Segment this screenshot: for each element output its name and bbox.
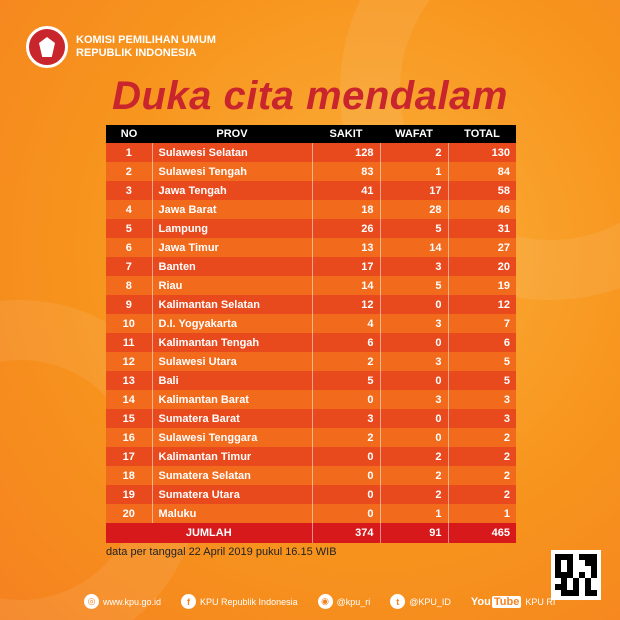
row-total: 19 — [448, 276, 516, 295]
row-prov: Sumatera Utara — [152, 485, 312, 504]
header-wafat: WAFAT — [380, 125, 448, 143]
row-sakit: 0 — [312, 466, 380, 485]
footer-instagram[interactable] — [318, 594, 371, 609]
row-wafat: 3 — [380, 314, 448, 333]
row-no: 16 — [106, 428, 152, 447]
qr-code — [551, 550, 601, 600]
row-wafat: 3 — [380, 390, 448, 409]
footer-facebook[interactable] — [181, 594, 298, 609]
row-sakit: 4 — [312, 314, 380, 333]
table-row — [106, 428, 516, 447]
row-no: 6 — [106, 238, 152, 257]
row-sakit: 0 — [312, 390, 380, 409]
row-no: 13 — [106, 371, 152, 390]
row-prov: D.I. Yogyakarta — [152, 314, 312, 333]
youtube-icon — [471, 596, 521, 608]
row-no: 9 — [106, 295, 152, 314]
row-total: 5 — [448, 352, 516, 371]
row-sakit: 3 — [312, 409, 380, 428]
row-prov: Jawa Barat — [152, 200, 312, 219]
row-prov: Sulawesi Tengah — [152, 162, 312, 181]
row-wafat: 2 — [380, 143, 448, 162]
row-total: 3 — [448, 409, 516, 428]
table-row — [106, 466, 516, 485]
footer-twitter-text: @KPU_ID — [409, 596, 451, 607]
table-row — [106, 504, 516, 523]
row-no: 4 — [106, 200, 152, 219]
row-total: 12 — [448, 295, 516, 314]
row-prov: Kalimantan Selatan — [152, 295, 312, 314]
instagram-icon: ◉ — [318, 594, 333, 609]
row-total: 2 — [448, 447, 516, 466]
table-row — [106, 295, 516, 314]
globe-icon: ◎ — [84, 594, 99, 609]
row-sakit: 5 — [312, 371, 380, 390]
row-sakit: 18 — [312, 200, 380, 219]
row-no: 3 — [106, 181, 152, 200]
table-row — [106, 390, 516, 409]
row-prov: Sumatera Barat — [152, 409, 312, 428]
row-no: 17 — [106, 447, 152, 466]
row-no: 19 — [106, 485, 152, 504]
table-total-row — [106, 523, 516, 543]
row-total: 130 — [448, 143, 516, 162]
row-no: 1 — [106, 143, 152, 162]
row-sakit: 12 — [312, 295, 380, 314]
row-no: 18 — [106, 466, 152, 485]
row-total: 6 — [448, 333, 516, 352]
row-wafat: 2 — [380, 466, 448, 485]
table-header-row — [106, 125, 516, 143]
row-wafat: 2 — [380, 447, 448, 466]
row-total: 7 — [448, 314, 516, 333]
row-prov: Sulawesi Tenggara — [152, 428, 312, 447]
row-no: 11 — [106, 333, 152, 352]
row-prov: Sulawesi Utara — [152, 352, 312, 371]
total-wafat: 91 — [380, 523, 448, 543]
row-sakit: 26 — [312, 219, 380, 238]
qr-module — [591, 590, 597, 596]
twitter-icon: t — [390, 594, 405, 609]
table-row — [106, 485, 516, 504]
youtube-tube: Tube — [493, 595, 520, 608]
row-prov: Jawa Tengah — [152, 181, 312, 200]
table-row — [106, 162, 516, 181]
row-total: 46 — [448, 200, 516, 219]
row-wafat: 5 — [380, 219, 448, 238]
table-row — [106, 447, 516, 466]
row-sakit: 0 — [312, 504, 380, 523]
row-no: 7 — [106, 257, 152, 276]
footer — [84, 594, 569, 609]
header-no: NO — [106, 125, 152, 143]
row-prov: Kalimantan Barat — [152, 390, 312, 409]
row-wafat: 3 — [380, 257, 448, 276]
row-sakit: 13 — [312, 238, 380, 257]
row-wafat: 5 — [380, 276, 448, 295]
row-prov: Sumatera Selatan — [152, 466, 312, 485]
total-total: 465 — [448, 523, 516, 543]
youtube-you: You — [470, 595, 491, 608]
kpu-logo — [26, 26, 68, 68]
table-row — [106, 333, 516, 352]
row-wafat: 1 — [380, 162, 448, 181]
table-body — [106, 143, 516, 523]
header — [26, 26, 216, 68]
header-sakit: SAKIT — [312, 125, 380, 143]
header-prov: PROV — [152, 125, 312, 143]
table-row — [106, 276, 516, 295]
row-wafat: 2 — [380, 485, 448, 504]
row-no: 12 — [106, 352, 152, 371]
row-prov: Riau — [152, 276, 312, 295]
row-sakit: 6 — [312, 333, 380, 352]
footer-web[interactable] — [84, 594, 161, 609]
row-sakit: 0 — [312, 485, 380, 504]
row-wafat: 0 — [380, 371, 448, 390]
table-row — [106, 219, 516, 238]
row-no: 8 — [106, 276, 152, 295]
row-wafat: 0 — [380, 428, 448, 447]
data-note: data per tanggal 22 April 2019 pukul 16.15 WIB — [106, 546, 337, 558]
row-prov: Sulawesi Selatan — [152, 143, 312, 162]
row-prov: Kalimantan Timur — [152, 447, 312, 466]
total-label: JUMLAH — [106, 523, 312, 543]
table-row — [106, 257, 516, 276]
table-row — [106, 181, 516, 200]
row-sakit: 17 — [312, 257, 380, 276]
row-prov: Jawa Timur — [152, 238, 312, 257]
row-total: 58 — [448, 181, 516, 200]
row-total: 27 — [448, 238, 516, 257]
row-total: 20 — [448, 257, 516, 276]
row-no: 14 — [106, 390, 152, 409]
casualty-table — [106, 125, 516, 543]
facebook-icon: f — [181, 594, 196, 609]
row-total: 2 — [448, 485, 516, 504]
table-row — [106, 238, 516, 257]
row-no: 20 — [106, 504, 152, 523]
org-line-2: REPUBLIK INDONESIA — [76, 47, 197, 59]
row-total: 84 — [448, 162, 516, 181]
row-sakit: 41 — [312, 181, 380, 200]
total-sakit: 374 — [312, 523, 380, 543]
footer-youtube[interactable] — [471, 596, 555, 608]
row-total: 5 — [448, 371, 516, 390]
footer-twitter[interactable] — [390, 594, 451, 609]
row-sakit: 83 — [312, 162, 380, 181]
table-row — [106, 409, 516, 428]
footer-instagram-text: @kpu_ri — [336, 596, 371, 607]
header-total: TOTAL — [448, 125, 516, 143]
row-no: 15 — [106, 409, 152, 428]
row-no: 10 — [106, 314, 152, 333]
org-line-1: KOMISI PEMILIHAN UMUM — [76, 34, 216, 46]
row-total: 1 — [448, 504, 516, 523]
row-wafat: 0 — [380, 295, 448, 314]
row-prov: Bali — [152, 371, 312, 390]
row-wafat: 0 — [380, 333, 448, 352]
row-total: 3 — [448, 390, 516, 409]
row-wafat: 3 — [380, 352, 448, 371]
row-no: 2 — [106, 162, 152, 181]
table-row — [106, 143, 516, 162]
row-sakit: 2 — [312, 352, 380, 371]
row-wafat: 1 — [380, 504, 448, 523]
footer-youtube-text: KPU RI — [525, 596, 556, 607]
row-wafat: 17 — [380, 181, 448, 200]
row-no: 5 — [106, 219, 152, 238]
row-sakit: 128 — [312, 143, 380, 162]
row-prov: Lampung — [152, 219, 312, 238]
row-prov: Banten — [152, 257, 312, 276]
row-total: 2 — [448, 466, 516, 485]
row-wafat: 14 — [380, 238, 448, 257]
org-name — [76, 34, 216, 60]
footer-web-text: www.kpu.go.id — [103, 596, 162, 607]
row-wafat: 0 — [380, 409, 448, 428]
row-total: 2 — [448, 428, 516, 447]
row-sakit: 0 — [312, 447, 380, 466]
table-row — [106, 200, 516, 219]
table-row — [106, 371, 516, 390]
page-title: Duka cita mendalam — [112, 74, 508, 118]
table-row — [106, 352, 516, 371]
row-prov: Kalimantan Tengah — [152, 333, 312, 352]
row-total: 31 — [448, 219, 516, 238]
footer-facebook-text: KPU Republik Indonesia — [200, 596, 298, 607]
row-prov: Maluku — [152, 504, 312, 523]
table-row — [106, 314, 516, 333]
row-wafat: 28 — [380, 200, 448, 219]
row-sakit: 14 — [312, 276, 380, 295]
row-sakit: 2 — [312, 428, 380, 447]
